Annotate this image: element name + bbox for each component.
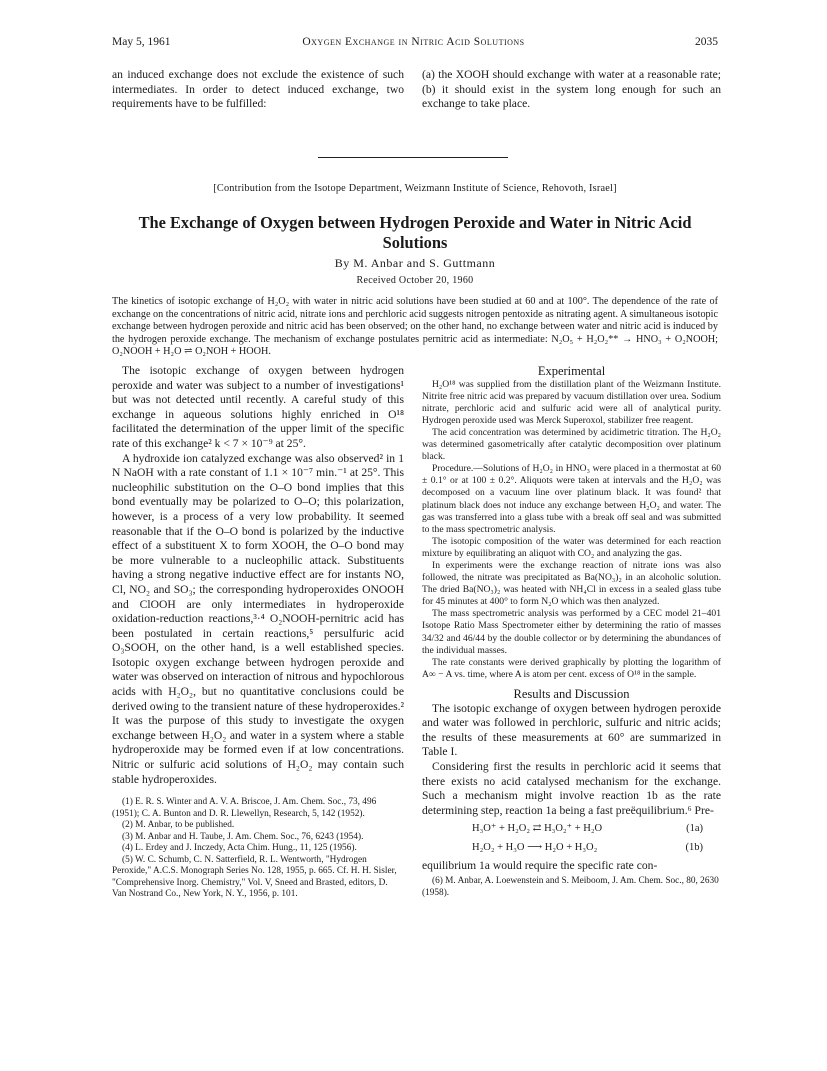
equation-1a <box>472 822 721 837</box>
section-divider <box>318 157 508 158</box>
experimental-paragraph: The acid concentration was determined by acidimetric titration. The H₂O₂ was determined gasometrically after catalytic decomposition over platinum black. <box>422 426 721 463</box>
intro-paragraph-2: A hydroxide ion catalyzed exchange was also observed² in 1 N NaOH with a rate constant of 1.1 × 10⁻⁷ min.⁻¹ at 25°. This nucleophilic substitution on the O–O bond implies that this bond eventually may be polarized to O–O; this polarization, however, is a process of a very low probability. It seemed reasonable that if the O–O bond is polarized by the inductive effect of a substituent X to form XOOH, the O–O bond may be more vulnerable to a nucleophilic attack. Substituents having a strong negative inductive effect are for instants NO, Cl, NO₂ and SO₃; the corresponding hydroperoxides ONOOH and ClOOH are only intermediates in hydroperoxide oxidation-reduction reactions,³·⁴ O₂NOOH-pernitric acid has been postulated in certain reactions,⁵ persulfuric acid O₃SOOH, on the other hand, is a well established species. Isotopic oxygen exchange between hydrogen peroxide and water was observed on interaction of nitrous and hypochlorous acids with H₂O₂, but no quantitative conclusions could be derived owing to the transient nature of these hydroperoxides.² It was the purpose of this study to investigate the oxygen exchange between H₂O₂ and water in a system where a stable hydroperoxide may be formed even if at low concentrations. Nitric or sulfuric acid solutions of H₂O₂ may contain such stable hydroperoxides. <box>112 451 404 786</box>
article-title: The Exchange of Oxygen between Hydrogen Peroxide and Water in Nitric Acid Solutions <box>138 213 692 252</box>
article-authors: By M. Anbar and S. Guttmann <box>334 256 496 270</box>
closing-line: equilibrium 1a would require the specific rate con- <box>422 859 658 873</box>
footnote-4: (4) L. Erdey and J. Inczedy, Acta Chim. Hung., 11, 125 (1956). <box>122 843 357 854</box>
experimental-paragraph: The rate constants were derived graphically by plotting the logarithm of A∞ − A vs. time, where A is atom per cent. excess of O¹⁸ in the sample. <box>422 656 721 680</box>
equation-label: (1b) <box>685 841 703 853</box>
top-right-text: (a) the XOOH should exchange with water at a reasonable rate; (b) it should exist in the system long enough for such an exchange to take place. <box>422 68 721 111</box>
results-heading: Results and Discussion <box>513 686 630 701</box>
experimental-heading: Experimental <box>537 364 606 378</box>
footnote-2: (2) M. Anbar, to be published. <box>122 820 235 831</box>
top-left-text: an induced exchange does not exclude the existence of such intermediates. In order to detect induced exchange, two requirements have to be fulfilled: <box>112 68 404 111</box>
experimental-paragraph: The mass spectrometric analysis was performed by a CEC model 21–401 Isotope Ratio Mass Spectrometer either by determining the ratio of masses 34/32 and 46/44 by the double collector or by determining the abundances of the individual masses. <box>422 608 721 656</box>
experimental-paragraph: In experiments were the exchange reaction of nitrate ions was also followed, the nitrate was precipitated as Ba(NO₃)₂ in an alcoholic solution. The dried Ba(NO₃)₂ was heated with NH₄Cl in excess in a sealed glass tube for 45 minutes at 400° to form N₂O which was then analyzed. <box>422 560 721 608</box>
right-column <box>422 364 721 899</box>
footnote-3: (3) M. Anbar and H. Taube, J. Am. Chem. Soc., 76, 6243 (1954). <box>122 831 364 842</box>
right-footnote <box>422 876 721 899</box>
contribution-line: [Contribution from the Isotope Department, Weizmann Institute of Science, Rehovoth, Israel] <box>213 183 617 194</box>
experimental-paragraph: The isotopic composition of the water was determined for each reaction mixture by equilibrating an aliquot with CO₂ and analyzing the gas. <box>422 535 721 559</box>
page-number: 2035 <box>695 36 718 48</box>
equation-expression: H₂O₂ + H₃O ⟶ H₂O + H₃O₂ <box>472 841 598 853</box>
footnote-5: (5) W. C. Schumb, C. N. Satterfield, R. L. Wentworth, "Hydrogen Peroxide," A.C.S. Monograph Series No. 128, 1955, p. 665. Cf. H. H. Sisler, "Comprehensive Inorg. Chemistry," Vol. V, Sneed and Brasted, editors, D. Van Nostrand Co., New York, N. Y., 1956, p. 101. <box>112 854 397 900</box>
header-date: May 5, 1961 <box>112 36 171 48</box>
running-title: Oxygen Exchange in Nitric Acid Solutions <box>302 36 525 48</box>
left-footnotes <box>112 797 404 901</box>
intro-paragraph-1: The isotopic exchange of oxygen between hydrogen peroxide and water was subject to a number of investigations¹ but was not detected until recently. A careful study of this exchange in aqueous solutions highly enriched in O¹⁸ facilitated the determination of the upper limit of the specific rate of this exchange² k < 7 × 10⁻⁹ at 25°. <box>112 364 404 450</box>
experimental-paragraph: Procedure.—Solutions of H₂O₂ in HNO₃ were placed in a thermostat at 60 ± 0.1° or at 100 ± 0.2°. Aliquots were taken at intervals and the H₂O₂ was decomposed on a vacuum line over platinum black. It was found² that platinum black does not induce any exchange between H₂O₂ and water. The gas was transferred into a glass tube with a break off seal and was submitted to the mass spectrometric analysis. <box>422 463 721 535</box>
equation-expression: H₃O⁺ + H₂O₂ ⇄ H₃O₂⁺ + H₂O <box>472 823 603 835</box>
equation-1b <box>472 841 721 856</box>
equation-label: (1a) <box>686 823 703 835</box>
abstract: The kinetics of isotopic exchange of H₂O₂ with water in nitric acid solutions have been studied at 60 and at 100°. The dependence of the rate of exchange on the concentrations of nitric acid, nitrate ions and perchloric acid suggests nitrogen pentoxide as nitrating agent. A simultaneous isotopic exchange between hydrogen peroxide and nitric acid has been observed; on the other hand, no exchange between water and nitric acid is induced by the hydrogen peroxide exchange. The mechanism of exchange postulates pernitric acid as intermediate: N₂O₅ + H₂O₂** → HNO₃ + O₂NOOH; O₂NOOH + H₂O ⇌ O₂NOH + HOOH. <box>112 296 718 357</box>
footnote-6: (6) M. Anbar, A. Loewenstein and S. Meiboom, J. Am. Chem. Soc., 80, 2630 (1958). <box>422 876 719 898</box>
left-column <box>112 364 404 901</box>
results-paragraph-1: The isotopic exchange of oxygen between hydrogen peroxide and water was followed in perchloric, sulfuric and nitric acids; the results of these measurements at 60° are summarized in Table I. <box>422 701 721 759</box>
received-date: Received October 20, 1960 <box>356 275 474 286</box>
experimental-paragraph: H₂O¹⁸ was supplied from the distillation plant of the Weizmann Institute. Nitrite free nitric acid was prepared by vacuum distillation over urea. Sodium nitrate, perchloric acid and sulfuric acid were all of analytical purity. Hydrogen peroxide used was Merck Superoxol, stabilizer free reagent. <box>422 378 721 426</box>
footnote-1: (1) E. R. S. Winter and A. V. A. Briscoe, J. Am. Chem. Soc., 73, 496 (1951); C. A. Bunton and D. R. Llewellyn, Research, 5, 142 (1952). <box>112 797 377 819</box>
experimental-section <box>422 379 721 681</box>
results-paragraph-2: Considering first the results in perchloric acid it seems that there exists no acid catalysed mechanism for the exchange. Such a mechanism might involve reaction 1b as the rate determining step, reaction 1a being a fast preëquilibrium.⁶ Pre- <box>422 759 721 817</box>
